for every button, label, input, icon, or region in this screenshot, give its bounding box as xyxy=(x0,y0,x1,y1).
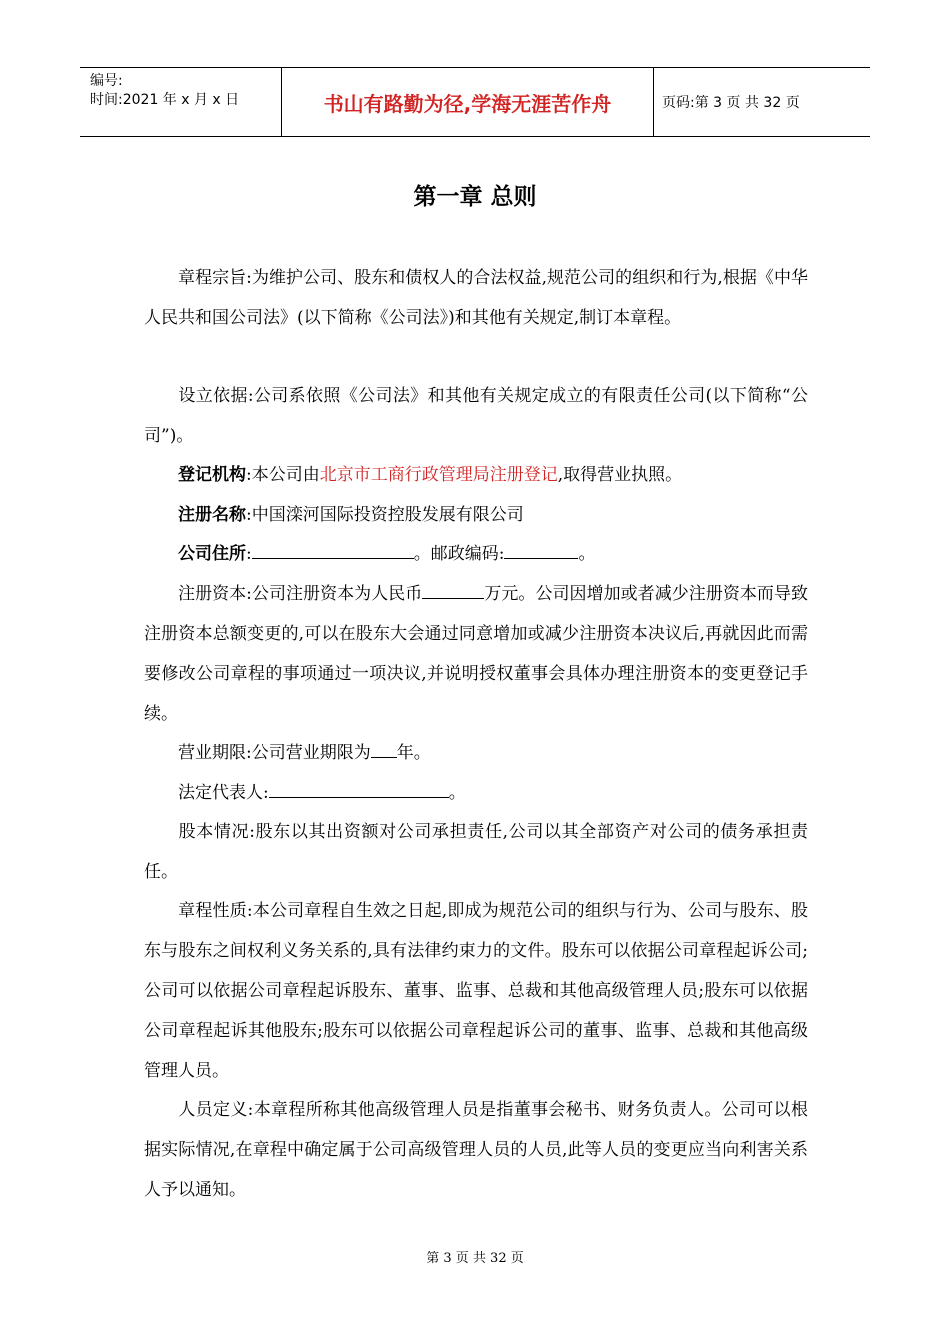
paragraph-capital: 注册资本:公司注册资本为人民币 万元。公司因增加或者减少注册资本而导致注册资本总额变更的,可以在股东大会通过同意增加或减少注册资本决议后,再就因此而需要修改公司章程的事项通过一项决议,并说明授权董事会具体办理注册资本的变更登记手续。 xyxy=(144,574,808,734)
term-blank xyxy=(371,737,397,758)
paragraph-definitions: 人员定义:本章程所称其他高级管理人员是指董事会秘书、财务负责人。公司可以根据实际情况,在章程中确定属于公司高级管理人员的人员,此等人员的变更应当向利害关系人予以通知。 xyxy=(144,1100,808,1200)
paragraph-nature: 章程性质:本公司章程自生效之日起,即成为规范公司的组织与行为、公司与股东、股东与股东之间权利义务关系的,具有法律约束力的文件。股东可以依据公司章程起诉公司;公司可以依据公司章程起诉股东、董事、监事、总裁和其他高级管理人员;股东可以依据公司章程起诉其他股东;股东可以依据公司章程起诉公司的董事、监事、总裁和其他高级管理人员。 xyxy=(144,901,808,1081)
paragraph-address: 公司住所: 。邮政编码: 。 xyxy=(144,534,808,574)
registration-authority: 北京市工商行政管理局注册登记 xyxy=(319,465,558,485)
capital-blank xyxy=(422,578,484,599)
page-footer: 第 3 页 共 32 页 xyxy=(426,1251,524,1266)
number-label: 编号: xyxy=(90,73,123,89)
address-blank xyxy=(252,538,414,559)
page-info: 页码:第 3 页 共 32 页 xyxy=(662,95,800,111)
chapter-title: 第一章 总则 xyxy=(413,184,537,210)
header-motto-cell xyxy=(281,68,654,136)
address-label: 公司住所 xyxy=(178,544,246,564)
name-label: 注册名称 xyxy=(178,505,246,525)
paragraph-shares: 股本情况:股东以其出资额对公司承担责任,公司以其全部资产对公司的债务承担责任。 xyxy=(144,822,808,882)
representative-blank xyxy=(269,777,449,798)
registration-label: 登记机构 xyxy=(178,465,246,485)
paragraph-registration: 登记机构:本公司由北京市工商行政管理局注册登记,取得营业执照。 xyxy=(178,465,683,485)
header-meta xyxy=(90,72,280,110)
paragraph-purpose: 章程宗旨:为维护公司、股东和债权人的合法权益,规范公司的组织和行为,根据《中华人民共和国公司法》(以下简称《公司法》)和其他有关规定,制订本章程。 xyxy=(144,268,808,328)
paragraph-name: 注册名称:中国滦河国际投资控股发展有限公司 xyxy=(178,505,524,525)
paragraph-basis: 设立依据:公司系依照《公司法》和其他有关规定成立的有限责任公司(以下简称“公司”)。 xyxy=(144,386,808,446)
motto: 书山有路勤为径,学海无涯苦作舟 xyxy=(323,91,612,116)
postal-code-blank xyxy=(504,538,578,559)
paragraph-representative: 法定代表人: 。 xyxy=(144,773,808,813)
time-label: 时间:2021 年 x 月 x 日 xyxy=(90,92,240,108)
page-header xyxy=(80,67,870,137)
paragraph-term: 营业期限:公司营业期限为 年。 xyxy=(144,733,808,773)
